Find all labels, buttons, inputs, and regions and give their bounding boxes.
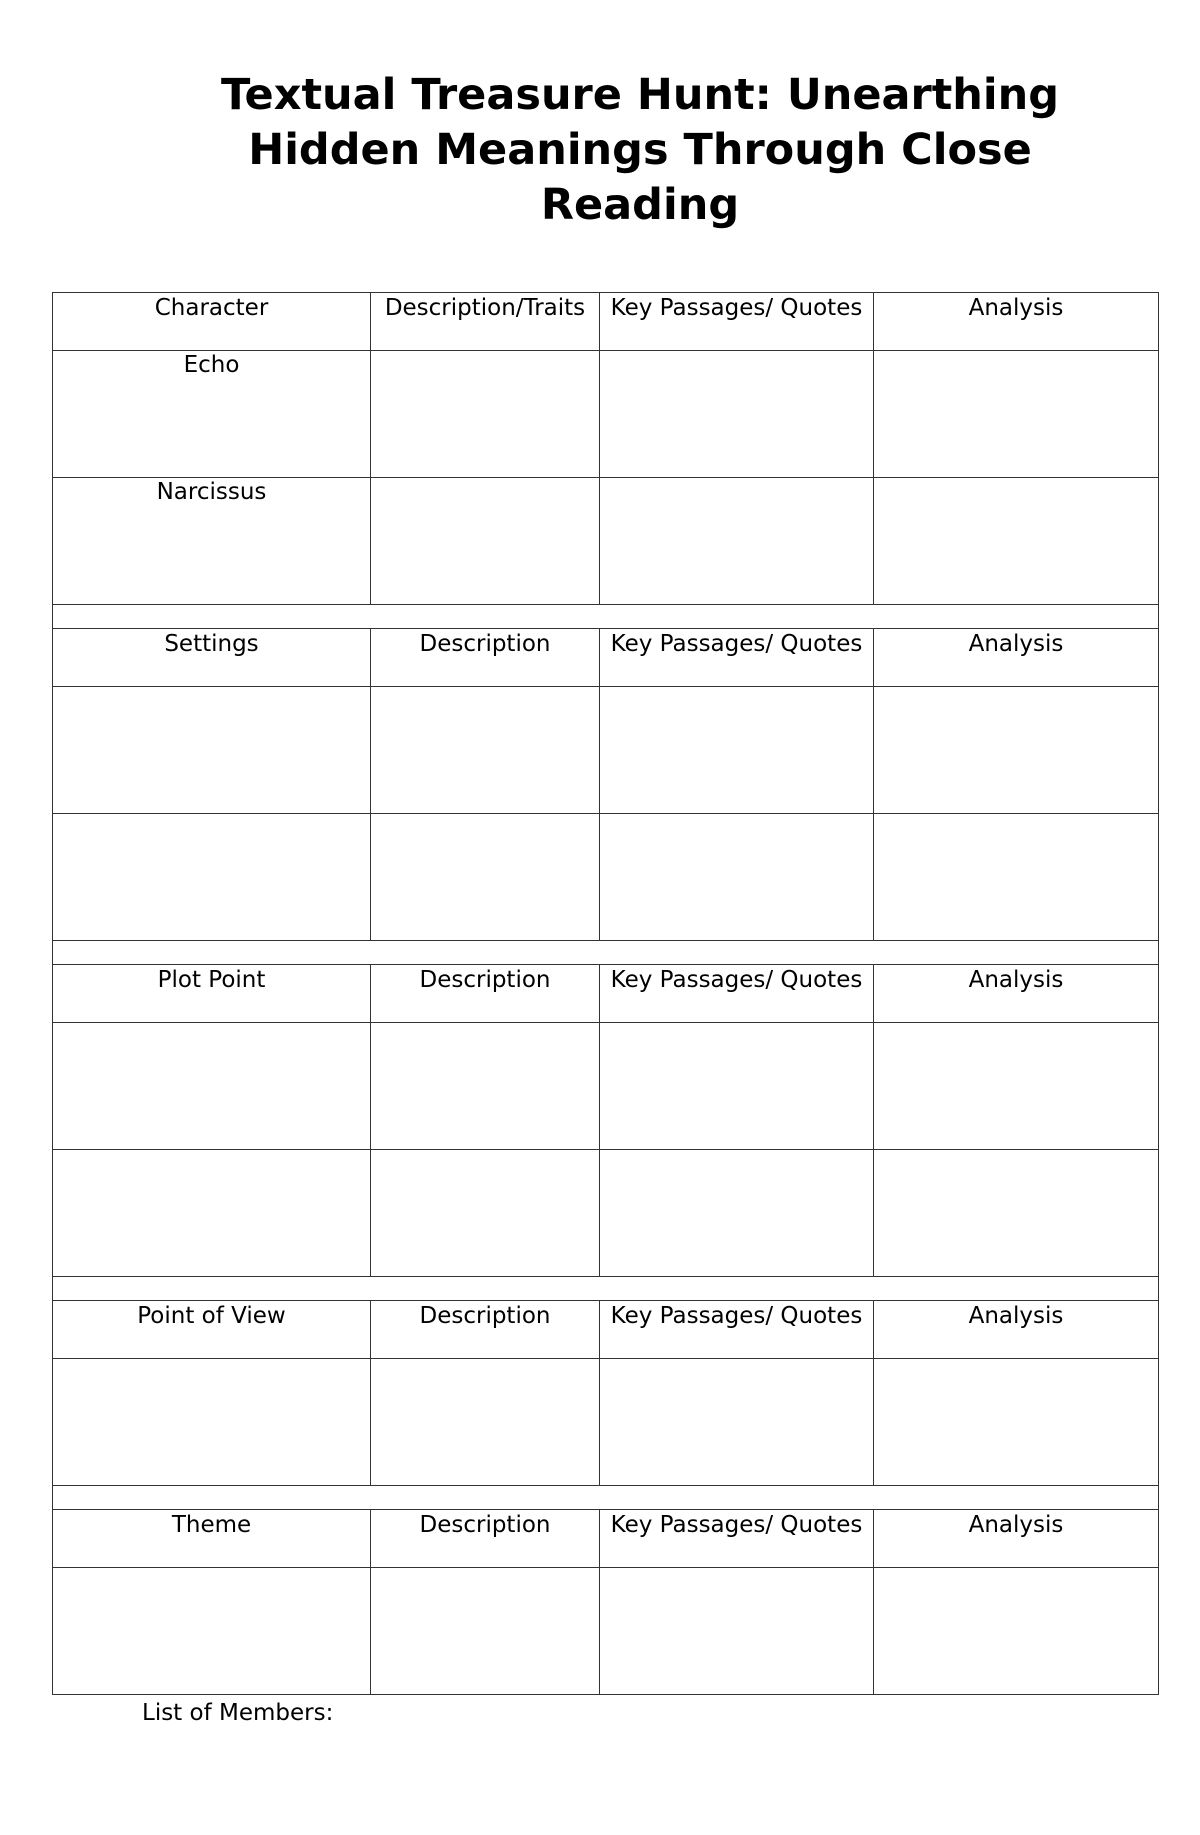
header-key-passages: Key Passages/ Quotes	[600, 293, 874, 351]
header-description: Description	[371, 1510, 600, 1568]
key-passages-entry-cell[interactable]	[600, 814, 874, 941]
section-divider	[53, 941, 1159, 965]
list-of-members-label: List of Members:	[142, 1700, 334, 1726]
row-label-cell[interactable]	[53, 1568, 371, 1695]
description-entry-cell[interactable]	[371, 351, 600, 478]
section-divider	[53, 605, 1159, 629]
header-key-passages: Key Passages/ Quotes	[600, 1301, 874, 1359]
row-label-cell[interactable]: Echo	[53, 351, 371, 478]
section-divider	[53, 1486, 1159, 1510]
section-divider-row	[53, 605, 1159, 629]
analysis-entry-cell[interactable]	[874, 351, 1159, 478]
description-entry-cell[interactable]	[371, 687, 600, 814]
header-analysis: Analysis	[874, 1510, 1159, 1568]
header-description: Description	[371, 965, 600, 1023]
header-category: Character	[53, 293, 371, 351]
table-row	[53, 351, 1159, 478]
header-description: Description	[371, 1301, 600, 1359]
header-analysis: Analysis	[874, 629, 1159, 687]
section-header-row	[53, 293, 1159, 351]
key-passages-entry-cell[interactable]	[600, 478, 874, 605]
description-entry-cell[interactable]	[371, 1150, 600, 1277]
key-passages-entry-cell[interactable]	[600, 1359, 874, 1486]
section-header-row	[53, 629, 1159, 687]
analysis-entry-cell[interactable]	[874, 1023, 1159, 1150]
header-analysis: Analysis	[874, 965, 1159, 1023]
section-header-row	[53, 1510, 1159, 1568]
analysis-entry-cell[interactable]	[874, 1359, 1159, 1486]
close-reading-table	[52, 292, 1159, 1695]
section-divider-row	[53, 941, 1159, 965]
row-label-cell[interactable]	[53, 1359, 371, 1486]
description-entry-cell[interactable]	[371, 1359, 600, 1486]
table-row	[53, 478, 1159, 605]
row-label-cell[interactable]	[53, 1023, 371, 1150]
analysis-entry-cell[interactable]	[874, 814, 1159, 941]
header-description: Description	[371, 629, 600, 687]
header-analysis: Analysis	[874, 293, 1159, 351]
key-passages-entry-cell[interactable]	[600, 1023, 874, 1150]
table-row	[53, 814, 1159, 941]
row-label-cell[interactable]	[53, 687, 371, 814]
section-header-row	[53, 1301, 1159, 1359]
header-key-passages: Key Passages/ Quotes	[600, 965, 874, 1023]
header-key-passages: Key Passages/ Quotes	[600, 629, 874, 687]
description-entry-cell[interactable]	[371, 478, 600, 605]
row-label-cell[interactable]: Narcissus	[53, 478, 371, 605]
section-divider-row	[53, 1277, 1159, 1301]
header-category: Theme	[53, 1510, 371, 1568]
analysis-entry-cell[interactable]	[874, 478, 1159, 605]
header-category: Point of View	[53, 1301, 371, 1359]
description-entry-cell[interactable]	[371, 814, 600, 941]
analysis-entry-cell[interactable]	[874, 1150, 1159, 1277]
header-description: Description/Traits	[371, 293, 600, 351]
key-passages-entry-cell[interactable]	[600, 1568, 874, 1695]
header-category: Settings	[53, 629, 371, 687]
table-row	[53, 1023, 1159, 1150]
row-label-cell[interactable]	[53, 814, 371, 941]
section-divider-row	[53, 1486, 1159, 1510]
header-key-passages: Key Passages/ Quotes	[600, 1510, 874, 1568]
key-passages-entry-cell[interactable]	[600, 351, 874, 478]
analysis-entry-cell[interactable]	[874, 687, 1159, 814]
section-header-row	[53, 965, 1159, 1023]
header-analysis: Analysis	[874, 1301, 1159, 1359]
header-category: Plot Point	[53, 965, 371, 1023]
description-entry-cell[interactable]	[371, 1023, 600, 1150]
key-passages-entry-cell[interactable]	[600, 1150, 874, 1277]
section-divider	[53, 1277, 1159, 1301]
table-row	[53, 1359, 1159, 1486]
row-label-cell[interactable]	[53, 1150, 371, 1277]
key-passages-entry-cell[interactable]	[600, 687, 874, 814]
table-row	[53, 687, 1159, 814]
analysis-entry-cell[interactable]	[874, 1568, 1159, 1695]
description-entry-cell[interactable]	[371, 1568, 600, 1695]
table-row	[53, 1150, 1159, 1277]
table-row	[53, 1568, 1159, 1695]
worksheet-title: Textual Treasure Hunt: Unearthing Hidden Meanings Through Close Reading	[220, 70, 1060, 230]
